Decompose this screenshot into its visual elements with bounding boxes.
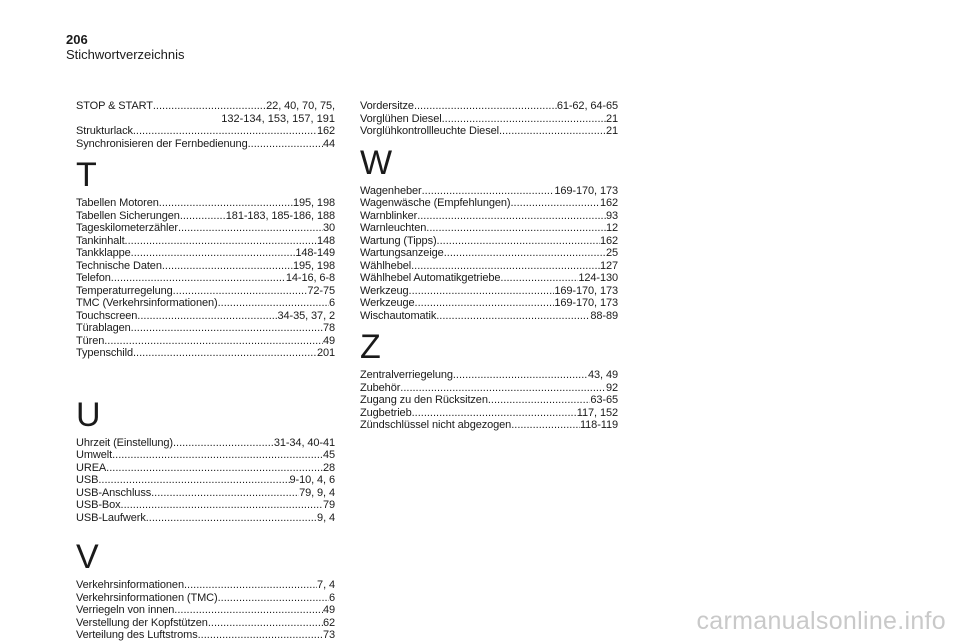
entry-label: Zentralverriegelung — [360, 369, 453, 381]
entry-pages: 34-35, 37, 2 — [277, 309, 335, 322]
entry-pages: 148-149 — [295, 247, 335, 259]
entry-pages: 169-170, 173 — [554, 184, 618, 197]
dot-leader — [146, 512, 317, 525]
index-entry — [76, 210, 335, 223]
dot-leader — [218, 297, 329, 310]
dot-leader — [125, 235, 317, 248]
index-entry — [360, 125, 618, 138]
page-header — [66, 32, 185, 62]
index-entry — [76, 235, 335, 248]
index-entry — [76, 100, 335, 113]
entry-label: Temperaturregelung — [76, 284, 173, 297]
index-entry — [76, 487, 335, 500]
dot-leader — [248, 138, 323, 151]
entry-pages: 9-10, 4, 6 — [289, 474, 335, 486]
index-entry — [360, 197, 618, 210]
entry-pages: 118-119 — [579, 419, 618, 431]
entry-pages: 43, 49 — [588, 369, 618, 381]
entry-pages: 92 — [605, 381, 618, 394]
entry-pages: 49 — [322, 334, 335, 347]
entry-pages: 195, 198 — [292, 259, 335, 272]
dot-leader — [453, 369, 588, 382]
dot-leader — [412, 407, 577, 420]
index-entry — [76, 474, 335, 487]
index-entry — [76, 297, 335, 310]
index-entry — [360, 235, 618, 248]
index-entry — [76, 617, 335, 630]
index-entry — [76, 604, 335, 617]
index-entry — [76, 335, 335, 348]
entry-pages: 25 — [605, 247, 618, 259]
entry-label: Wählhebel Automatikgetriebe — [360, 272, 501, 284]
page-title: Stichwortverzeichnis — [66, 47, 185, 62]
index-entry — [76, 322, 335, 335]
entry-label: Warnleuchten — [360, 222, 427, 234]
index-entry — [360, 419, 618, 432]
dot-leader — [409, 285, 555, 298]
entry-label: Vorglühen Diesel — [360, 112, 442, 125]
index-entry — [76, 592, 335, 605]
entry-label: Werkzeug — [360, 284, 409, 297]
dot-leader — [153, 100, 266, 113]
index-entry — [360, 407, 618, 420]
entry-label: Tabellen Motoren — [76, 197, 159, 209]
dot-leader — [162, 260, 293, 273]
entry-label: Zubehör — [360, 381, 401, 394]
entry-pages-continued: 132-134, 153, 157, 191 — [221, 112, 335, 125]
entry-label: Türablagen — [76, 322, 131, 334]
dot-leader — [133, 347, 317, 360]
entry-label: Zündschlüssel nicht abgezogen — [360, 419, 512, 431]
index-entry — [360, 369, 618, 382]
entry-pages: 88-89 — [590, 309, 618, 322]
entry-label: Tankklappe — [76, 247, 131, 259]
dot-leader — [173, 437, 274, 450]
dot-leader — [488, 394, 591, 407]
index-entry — [360, 272, 618, 285]
section-letter-t: T — [76, 156, 97, 194]
dot-leader — [422, 185, 555, 198]
entry-label: Verstellung der Kopfstützen — [76, 616, 208, 629]
dot-leader — [151, 487, 299, 500]
index-entry — [76, 512, 335, 525]
entry-pages: 169-170, 173 — [554, 284, 618, 297]
dot-leader — [180, 210, 226, 223]
index-column-right — [360, 100, 618, 432]
index-entry — [76, 285, 335, 298]
dot-leader — [131, 247, 296, 260]
entry-label: Touchscreen — [76, 309, 138, 322]
entry-pages: 162 — [599, 234, 618, 247]
index-entry — [360, 222, 618, 235]
section-letter-z: Z — [360, 328, 381, 366]
dot-leader — [218, 592, 329, 605]
index-group-t — [76, 197, 335, 360]
entry-pages: 79, 9, 4 — [299, 486, 335, 499]
index-entry — [76, 462, 335, 475]
section-letter-w: W — [360, 143, 393, 182]
entry-pages: 181-183, 185-186, 188 — [225, 209, 335, 222]
entry-label: Verkehrsinformationen (TMC) — [76, 591, 218, 604]
entry-label: Tageskilometerzähler — [76, 222, 178, 234]
entry-pages: 9, 4 — [317, 511, 335, 524]
entry-label: USB — [76, 474, 99, 486]
entry-label: Uhrzeit (Einstellung) — [76, 436, 173, 449]
dot-leader — [417, 210, 606, 223]
entry-label: Vordersitze — [360, 100, 414, 112]
entry-label: Tabellen Sicherungen — [76, 209, 180, 222]
dot-leader — [437, 235, 600, 248]
entry-label: Werkzeuge — [360, 297, 415, 309]
index-entry — [76, 310, 335, 323]
index-entry — [76, 197, 335, 210]
index-entry — [360, 247, 618, 260]
entry-label: USB-Box — [76, 499, 121, 511]
entry-pages: 127 — [599, 259, 618, 272]
entry-label: Wagenwäsche (Empfehlungen) — [360, 197, 511, 209]
entry-pages: 31-34, 40-41 — [273, 436, 335, 449]
index-entry — [76, 499, 335, 512]
index-group-u — [76, 437, 335, 525]
index-entry — [360, 285, 618, 298]
index-entry — [76, 272, 335, 285]
dot-leader — [510, 197, 599, 210]
dot-leader — [184, 579, 317, 592]
entry-pages: 73 — [322, 629, 335, 641]
entry-pages: 28 — [322, 461, 335, 474]
dot-leader — [106, 462, 323, 475]
entry-pages: 117, 152 — [576, 406, 618, 419]
entry-pages: 201 — [316, 347, 335, 359]
entry-label: UREA — [76, 461, 107, 474]
entry-label: Telefon — [76, 272, 111, 284]
entry-pages: 79 — [322, 499, 335, 511]
entry-label: Wartungsanzeige — [360, 247, 444, 259]
entry-pages: 21 — [605, 125, 618, 137]
entry-label: Verkehrsinformationen — [76, 579, 184, 591]
dot-leader — [499, 125, 606, 138]
index-entry — [360, 382, 618, 395]
entry-pages: 49 — [322, 604, 335, 616]
index-entry — [360, 113, 618, 126]
index-group-s — [76, 100, 335, 150]
index-group-v-continued — [360, 100, 618, 138]
entry-pages: 169-170, 173 — [554, 297, 618, 309]
entry-pages: 21 — [605, 112, 618, 125]
dot-leader — [436, 310, 590, 323]
index-entry — [76, 347, 335, 360]
entry-pages: 61-62, 64-65 — [556, 100, 618, 112]
entry-label: Wischautomatik — [360, 309, 437, 322]
entry-label: Warnblinker — [360, 209, 418, 222]
entry-label: Wagenheber — [360, 184, 422, 197]
dot-leader — [121, 499, 323, 512]
entry-label: Wählhebel — [360, 259, 412, 272]
entry-pages: 44 — [322, 137, 335, 150]
index-entry — [360, 297, 618, 310]
dot-leader — [500, 272, 578, 285]
index-entry — [76, 449, 335, 462]
dot-leader — [411, 260, 600, 273]
dot-leader — [133, 125, 317, 138]
index-entry — [360, 185, 618, 198]
entry-pages: 63-65 — [590, 394, 618, 406]
watermark: carmanualsonline.info — [696, 607, 946, 635]
entry-pages: 62 — [322, 616, 335, 629]
dot-leader — [414, 100, 557, 113]
dot-leader — [98, 474, 289, 487]
dot-leader — [111, 272, 286, 285]
dot-leader — [178, 222, 323, 235]
entry-label: Verriegeln von innen — [76, 604, 175, 616]
entry-label: Zugbetrieb — [360, 406, 412, 419]
entry-pages: 93 — [605, 209, 618, 222]
entry-pages: 30 — [322, 222, 335, 234]
entry-pages: 162 — [316, 125, 335, 137]
entry-label: Strukturlack — [76, 125, 133, 137]
dot-leader — [137, 310, 277, 323]
dot-leader — [208, 617, 323, 630]
entry-pages: 162 — [599, 197, 618, 209]
page-number: 206 — [66, 32, 88, 47]
dot-leader — [426, 222, 606, 235]
entry-pages: 45 — [322, 449, 335, 461]
entry-label: Typenschild — [76, 347, 133, 359]
dot-leader — [159, 197, 293, 210]
entry-label: Zugang zu den Rücksitzen — [360, 394, 488, 406]
index-group-z — [360, 369, 618, 432]
entry-label: Tankinhalt — [76, 234, 125, 247]
dot-leader — [174, 604, 323, 617]
entry-pages: 22, 40, 70, 75, — [266, 100, 335, 112]
dot-leader — [511, 419, 580, 432]
entry-pages: 12 — [605, 222, 618, 234]
entry-pages: 6 — [328, 297, 335, 309]
dot-leader — [442, 113, 606, 126]
entry-label: Technische Daten — [76, 259, 162, 272]
index-entry — [360, 260, 618, 273]
index-entry — [76, 260, 335, 273]
index-entry — [76, 138, 335, 151]
section-letter-u: U — [76, 395, 101, 434]
entry-pages: 195, 198 — [292, 197, 335, 209]
index-entry — [76, 125, 335, 138]
section-letter-v: V — [76, 538, 99, 576]
entry-pages: 72-75 — [307, 284, 335, 297]
index-entry — [360, 394, 618, 407]
index-entry — [360, 210, 618, 223]
index-group-v — [76, 579, 335, 642]
entry-label: Vorglühkontrollleuchte Diesel — [360, 125, 499, 137]
index-group-w — [360, 185, 618, 323]
index-entry — [360, 100, 618, 113]
entry-label: TMC (Verkehrsinformationen) — [76, 297, 218, 309]
index-entry — [76, 247, 335, 260]
index-entry — [76, 579, 335, 592]
entry-label: Türen — [76, 334, 105, 347]
entry-label: Synchronisieren der Fernbedienung — [76, 137, 248, 150]
entry-label: Verteilung des Luftstroms — [76, 629, 198, 641]
index-column-left — [76, 100, 335, 642]
dot-leader — [400, 382, 606, 395]
index-entry — [360, 310, 618, 323]
dot-leader — [173, 285, 308, 298]
entry-label: USB-Anschluss — [76, 486, 152, 499]
entry-pages: 6 — [328, 591, 335, 604]
dot-leader — [112, 449, 323, 462]
entry-pages: 148 — [316, 234, 335, 247]
index-entry — [76, 222, 335, 235]
entry-label: STOP & START — [76, 100, 153, 112]
entry-label: Umwelt — [76, 449, 113, 461]
dot-leader — [104, 335, 323, 348]
entry-pages: 78 — [322, 322, 335, 334]
dot-leader — [444, 247, 606, 260]
entry-pages: 14-16, 6-8 — [285, 272, 335, 284]
entry-pages: 124-130 — [578, 272, 618, 284]
index-entry — [76, 437, 335, 450]
entry-pages: 7, 4 — [317, 579, 335, 591]
entry-label: USB-Laufwerk — [76, 511, 146, 524]
entry-label: Wartung (Tipps) — [360, 234, 437, 247]
dot-leader — [131, 322, 323, 335]
dot-leader — [415, 297, 555, 310]
